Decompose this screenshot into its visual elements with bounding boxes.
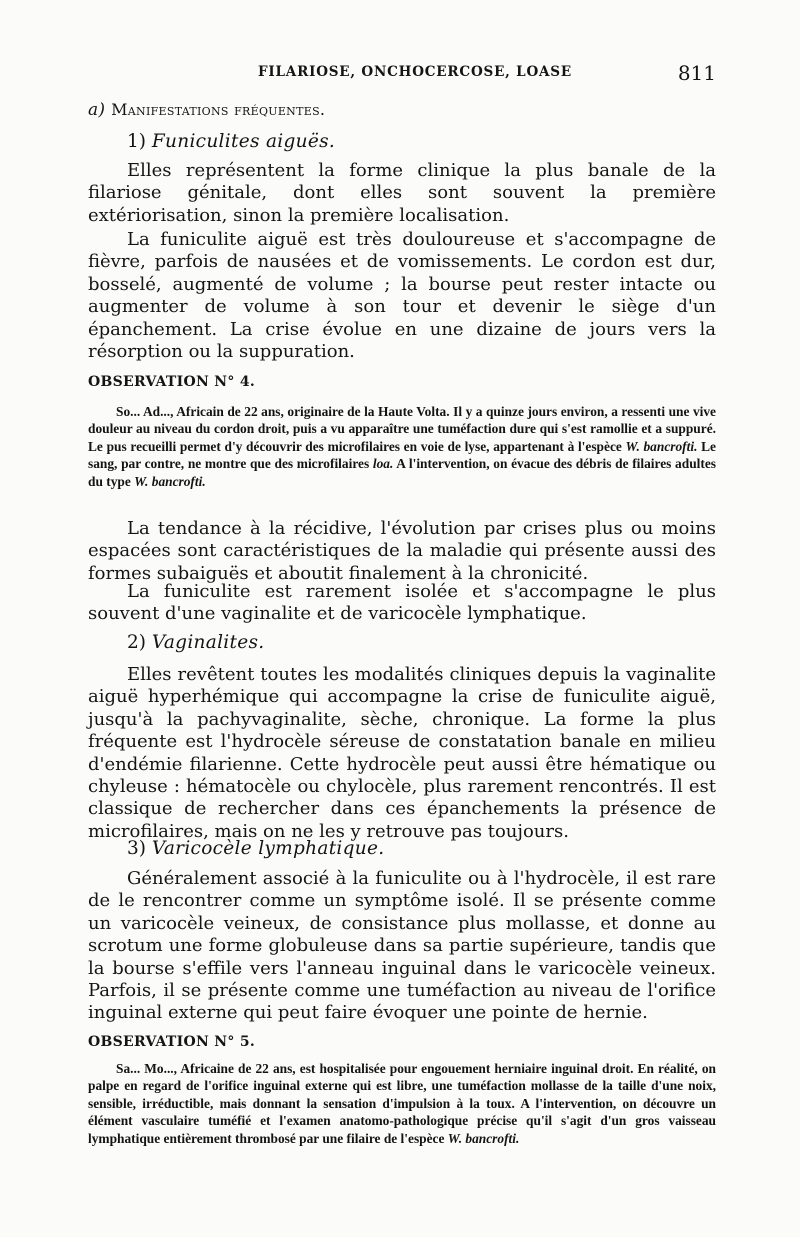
paragraph: La funiculite aiguë est très douloureuse et s'accompagne de fièvre, parfois de nausées et de vomissements. Le cordon est dur, bosselé, augmenté de volume ; la bourse peut rester intacte ou augmenter de volume à son tour et devenir le siège d'un épanchement. La crise évolue en une dizaine de jours vers la résorption ou la suppuration. <box>88 229 716 363</box>
subheading-number: 3) <box>127 838 146 859</box>
observation-text: Sa... Mo..., Africaine de 22 ans, est hospitalisée pour engouement herniaire inguinal droit. En réalité, on palpe en regard de l'orifice inguinal externe qui est libre, une tuméfaction mollasse de la taille d'une noix, sensible, irréductible, mais donnant la sensation d'impulsion à la toux. A l'intervention, on découvre un élément vasculaire tuméfié et l'examen anatomo-pathologique précise qu'il s'agit d'un gros vaisseau lymphatique entièrement thrombosé par une filaire de l'espèce W. bancrofti. <box>88 1061 716 1146</box>
subheading-funiculites <box>127 131 335 152</box>
paragraph: La tendance à la récidive, l'évolution par crises plus ou moins espacées sont caractéristiques de la maladie qui présente aussi des formes subaiguës et aboutit finalement à la chronicité. <box>88 518 716 584</box>
species-name: W. bancrofti. <box>134 473 206 489</box>
subheading-title: Vaginalites. <box>151 632 265 653</box>
paragraph: La funiculite est rarement isolée et s'accompagne le plus souvent d'une vaginalite et de varicocèle lymphatique. <box>88 581 716 625</box>
page-header <box>88 62 716 86</box>
paragraph: Elles représentent la forme clinique la plus banale de la filariose génitale, dont elles sont souvent la première extériorisation, sinon la première localisation. <box>88 160 716 226</box>
paragraph: Généralement associé à la funiculite ou à l'hydrocèle, il est rare de le rencontrer comme un symptôme isolé. Il se présente comme un varicocèle veineux, de consistance plus mollasse, et donne au scrotum une forme globuleuse dans sa partie supérieure, tandis que la bourse s'effile vers l'anneau inguinal dans le varicocèle veineux. Parfois, il se présente comme une tuméfaction au niveau de l'orifice inguinal externe qui peut faire évoquer une pointe de hernie. <box>88 868 716 1024</box>
subheading-title: Funiculites aiguës. <box>151 131 336 152</box>
running-title: FILARIOSE, ONCHOCERCOSE, LOASE <box>258 64 572 80</box>
observation-title: OBSERVATION N° 5. <box>88 1034 256 1050</box>
observation-title: OBSERVATION N° 4. <box>88 374 256 390</box>
subheading-vaginalites <box>127 632 264 653</box>
subheading-number: 2) <box>127 632 146 653</box>
section-heading <box>88 100 325 120</box>
paragraph: Elles revêtent toutes les modalités cliniques depuis la vaginalite aiguë hyperhémique qui accompagne la crise de funiculite aiguë, jusqu'à la pachyvaginalite, sèche, chronique. La forme la plus fréquente est l'hydrocèle séreuse de constatation banale en milieu d'endémie filarienne. Cette hydrocèle peut aussi être hématique ou chyleuse : hématocèle ou chylocèle, plus rarement rencontrés. Il est classique de rechercher dans ces épanchements la présence de microfilaires, mais on ne les y retrouve pas toujours. <box>88 664 716 842</box>
species-name: W. bancrofti. <box>447 1130 520 1146</box>
species-name: loa. <box>372 456 394 472</box>
subheading-title: Varicocèle lymphatique. <box>151 838 385 859</box>
section-letter: a) <box>88 100 106 120</box>
subheading-number: 1) <box>127 131 146 152</box>
species-name: W. bancrofti. <box>625 438 698 454</box>
subheading-varicocele <box>127 838 384 859</box>
observation-text: So... Ad..., Africain de 22 ans, originaire de la Haute Volta. Il y a quinze jours environ, a ressenti une vive douleur au niveau du cordon droit, puis a vu apparaître une tuméfaction dure qui s'est ramollie et a suppuré. Le pus recueilli permet d'y découvrir des microfilaires en voie de lyse, appartenant à l'espèce W. bancrofti. Le sang, par contre, ne montre que des microfilaires loa. A l'intervention, on évacue des débris de filaires adultes du type W. bancrofti. <box>88 404 716 489</box>
page-number: 811 <box>677 61 716 85</box>
book-page <box>88 0 716 1237</box>
section-title: Manifestations fréquentes. <box>111 100 326 119</box>
